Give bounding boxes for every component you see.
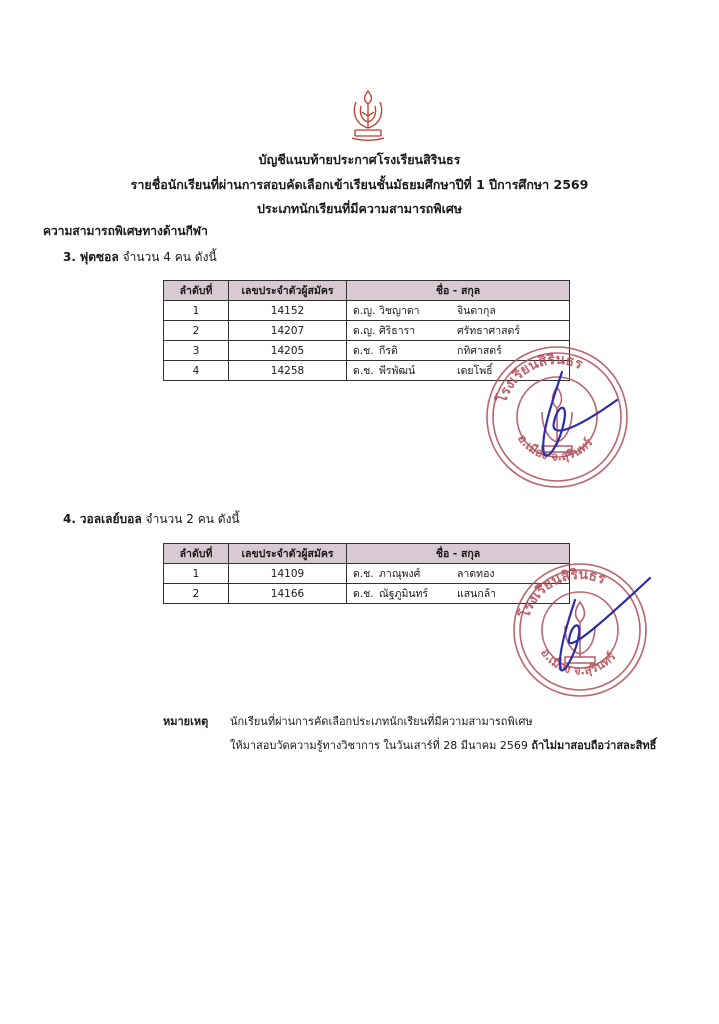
- name-prefix: ด.ญ.: [353, 325, 376, 337]
- stamp-bottom-text: อ.เมือง จ.สุรินทร์: [514, 431, 596, 464]
- first-name: กีรติ: [379, 345, 398, 357]
- sport-name: ฟุตซอล: [79, 250, 119, 264]
- cell-index: 4: [164, 361, 229, 381]
- stamp-bottom-text: อ.เมือง จ.สุรินทร์: [537, 645, 619, 678]
- note-line-1: นักเรียนที่ผ่านการคัดเลือกประเภทนักเรียนที่มีความสามารถพิเศษ: [230, 715, 533, 728]
- school-seal-stamp: [505, 560, 655, 700]
- last-name: จินดากุล: [457, 305, 496, 317]
- name-prefix: ด.ช.: [353, 365, 374, 377]
- table-row: [164, 321, 570, 341]
- section-title: ความสามารถพิเศษทางด้านกีฬา: [43, 224, 208, 238]
- first-name: ศิริธารา: [379, 325, 416, 337]
- cell-applicant-no: 14207: [229, 321, 347, 341]
- sport-heading-volleyball: [63, 510, 240, 529]
- sport-number: 3.: [63, 250, 76, 264]
- cell-index: 1: [164, 564, 229, 584]
- cell-index: 3: [164, 341, 229, 361]
- stamp-top-text: โรงเรียนสิรินธร: [494, 351, 585, 406]
- sport-count: จำนวน 4 คน ดังนี้: [122, 250, 217, 264]
- column-header-name: ชื่อ - สกุล: [347, 281, 570, 301]
- sport-count: จำนวน 2 คน ดังนี้: [145, 512, 240, 526]
- name-prefix: ด.ช.: [353, 568, 374, 580]
- cell-index: 2: [164, 321, 229, 341]
- name-prefix: ด.ช.: [353, 345, 374, 357]
- cell-applicant-no: 14109: [229, 564, 347, 584]
- column-header-applicant-no: เลขประจำตัวผู้สมัคร: [229, 544, 347, 564]
- school-seal-stamp: [482, 342, 632, 492]
- last-name: แสนกล้า: [457, 588, 497, 600]
- last-name: เดยโพธิ์: [457, 365, 493, 377]
- last-name: ศรัทธาศาสตร์: [457, 325, 520, 337]
- cell-applicant-no: 14205: [229, 341, 347, 361]
- table-header-row: [164, 281, 570, 301]
- cell-applicant-no: 14258: [229, 361, 347, 381]
- first-name: ณัฐภูมินทร์: [379, 588, 429, 600]
- stamp-top-text: โรงเรียนสิรินธร: [517, 566, 608, 621]
- name-prefix: ด.ญ.: [353, 305, 376, 317]
- first-name: วิชญาดา: [379, 305, 420, 317]
- note-label: หมายเหตุ: [163, 715, 209, 728]
- document-title: บัญชีแนบท้ายประกาศโรงเรียนสิรินธร: [258, 152, 461, 167]
- sport-number: 4.: [63, 512, 76, 526]
- column-header-applicant-no: เลขประจำตัวผู้สมัคร: [229, 281, 347, 301]
- first-name: ภาณุพงศ์: [379, 568, 421, 580]
- sport-name: วอลเลย์บอล: [79, 512, 142, 526]
- school-emblem-icon: [347, 88, 389, 142]
- document-subtitle: รายชื่อนักเรียนที่ผ่านการสอบคัดเลือกเข้าเรียนชั้นมัธยมศึกษาปีที่ 1 ปีการศึกษา 2569: [130, 177, 589, 192]
- table-row: [164, 301, 570, 321]
- cell-index: 1: [164, 301, 229, 321]
- note-line-2-warning: ถ้าไม่มาสอบถือว่าสละสิทธิ์: [531, 739, 657, 752]
- column-header-index: ลำดับที่: [164, 281, 229, 301]
- column-header-name: ชื่อ - สกุล: [347, 544, 570, 564]
- name-prefix: ด.ช.: [353, 588, 374, 600]
- column-header-index: ลำดับที่: [164, 544, 229, 564]
- cell-name: [347, 321, 570, 341]
- document-category: ประเภทนักเรียนที่มีความสามารถพิเศษ: [256, 201, 463, 216]
- cell-applicant-no: 14166: [229, 584, 347, 604]
- note-line-2: [230, 736, 656, 754]
- note-line-2-text: ให้มาสอบวัดความรู้ทางวิชาการ ในวันเสาร์ที่ 28 มีนาคม 2569: [230, 739, 528, 752]
- sport-heading-futsal: [63, 248, 217, 267]
- last-name: กทิศาสตร์: [457, 345, 502, 357]
- cell-applicant-no: 14152: [229, 301, 347, 321]
- last-name: ลาดทอง: [457, 568, 495, 580]
- first-name: พีรพัฒน์: [379, 365, 416, 377]
- cell-name: [347, 301, 570, 321]
- cell-index: 2: [164, 584, 229, 604]
